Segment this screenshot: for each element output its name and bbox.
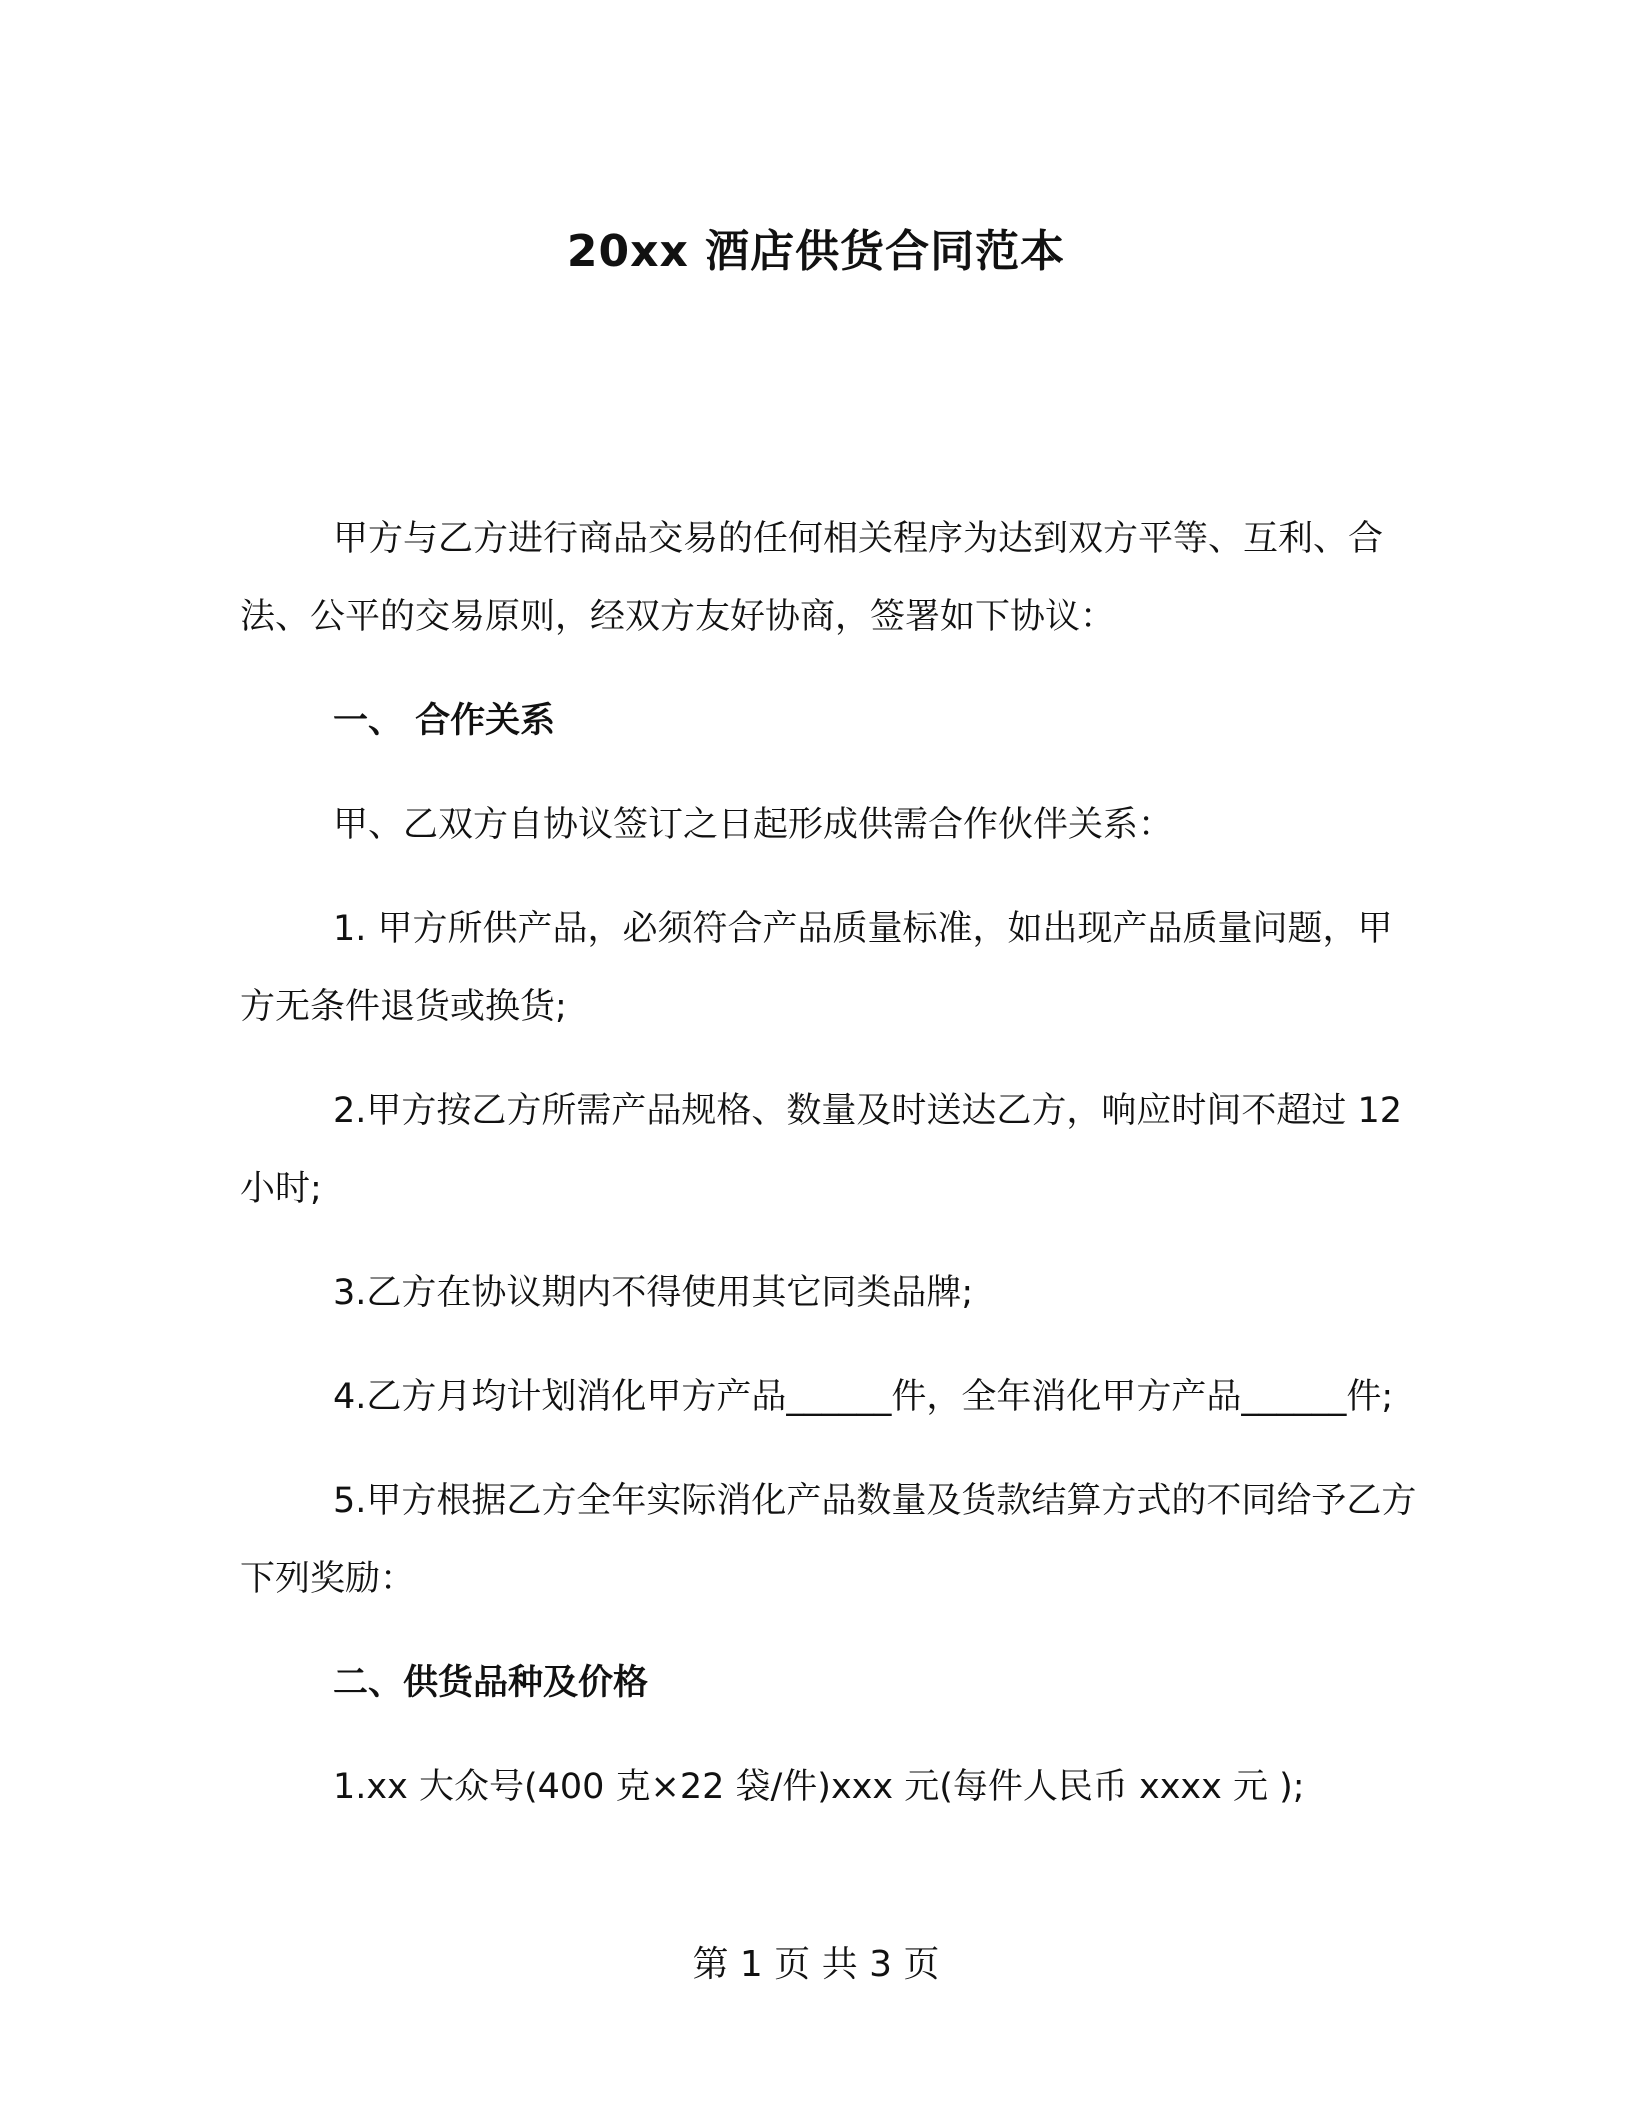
clause-1: 1. 甲方所供产品，必须符合产品质量标准，如出现产品质量问题，甲方无条件退货或换货; [240, 909, 1393, 1027]
document-body [240, 500, 1420, 1826]
clause-3: 3.乙方在协议期内不得使用其它同类品牌; [333, 1273, 974, 1313]
product-item-1: 1.xx 大众号(400 克×22 袋/件)xxx 元(每件人民币 xxxx 元 ); [333, 1767, 1305, 1807]
clause-2: 2.甲方按乙方所需产品规格、数量及时送达乙方，响应时间不超过 12 小时; [240, 1091, 1403, 1209]
intro-paragraph: 甲方与乙方进行商品交易的任何相关程序为达到双方平等、互利、合法、公平的交易原则，经双方友好协商，签署如下协议： [240, 519, 1384, 637]
section-heading-cooperation: 一、 合作关系 [333, 701, 556, 741]
document-title: 20xx 酒店供货合同范本 [566, 226, 1066, 277]
clause-5: 5.甲方根据乙方全年实际消化产品数量及货款结算方式的不同给予乙方下列奖励： [240, 1481, 1417, 1599]
page-footer: 第 1 页 共 3 页 [692, 1944, 940, 1985]
cooperation-statement: 甲、乙双方自协议签订之日起形成供需合作伙伴关系： [333, 805, 1174, 845]
section-heading-products: 二、供货品种及价格 [333, 1663, 649, 1703]
clause-4: 4.乙方月均计划消化甲方产品______件，全年消化甲方产品______件; [333, 1377, 1394, 1417]
